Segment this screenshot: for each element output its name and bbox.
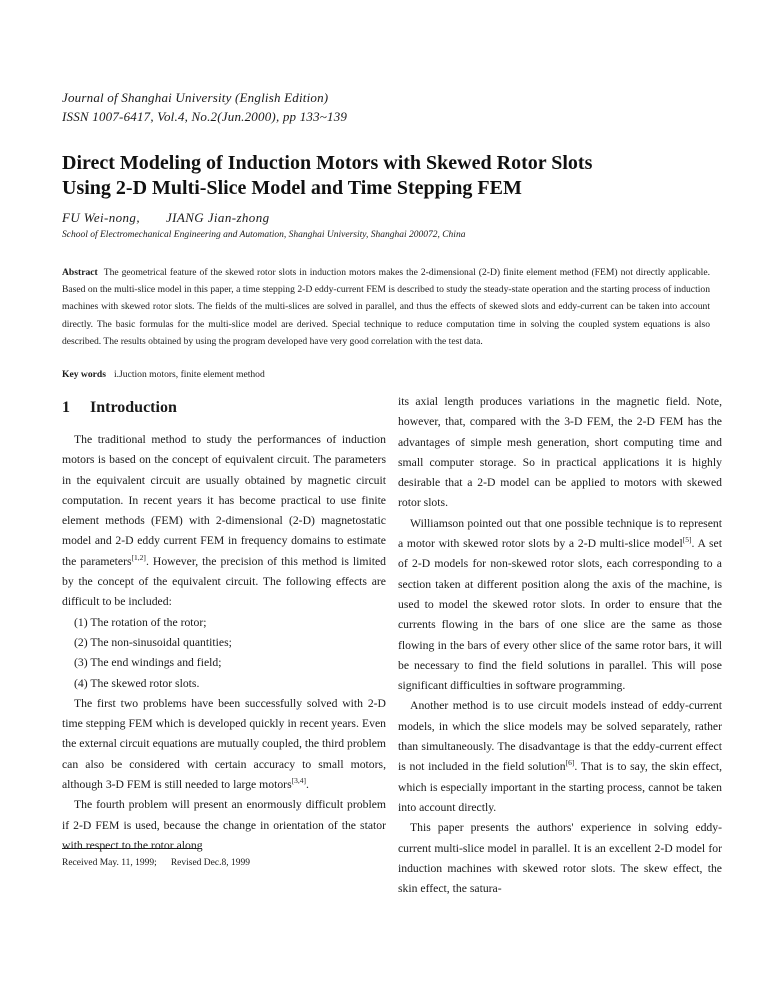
author-2: JIANG Jian-zhong <box>165 210 270 225</box>
paragraph: The first two problems have been successfully solved with 2-D time stepping FEM which is developed quickly in recent years. Even the external circuit equations are mutually coupled, the third problem can also be considered with certain accuracy to small motors, although 3-D FEM is still needed to large motors[3,4]. <box>62 696 386 792</box>
abstract-text: The geometrical feature of the skewed rotor slots in induction motors makes the 2-dimensional (2-D) finite element method (FEM) not directly applicable. Based on the multi-slice model in this paper, a time stepping 2-D eddy-current FEM is described to study the steady-state operation and the starting process of induction machines with skewed rotor slots. The fields of the multi-slices are solved in parallel, and thus the effects of skewed slots and eddy-current can be taken into account directly. The basic formulas for the multi-slice model are derived. Special technique to reduce computation time in solving the coupled system equations is also described. The results obtained by using the program developed have very good correlation with the test data. <box>62 267 710 347</box>
revised-date: Revised Dec.8, 1999 <box>170 858 250 868</box>
received-dates <box>62 858 250 868</box>
citation: [1,2] <box>131 552 146 562</box>
paper-title <box>62 151 722 201</box>
section-heading <box>62 398 386 420</box>
keywords <box>62 369 265 380</box>
abstract-label: Abstract <box>62 267 98 278</box>
received-date: Received May. 11, 1999; <box>62 858 157 868</box>
section-number: 1 <box>62 399 70 416</box>
citation: [5] <box>682 535 692 545</box>
keywords-label: Key words <box>62 369 106 380</box>
list-item: (4) The skewed rotor slots. <box>74 676 200 690</box>
right-column <box>398 392 722 899</box>
paragraph: The fourth problem will present an enormously difficult problem if 2-D FEM is used, because the change in orientation of the stator with respect to the rotor along <box>62 798 386 852</box>
author-1: FU Wei-nong, <box>62 210 140 225</box>
paragraph: This paper presents the authors' experience in solving eddy-current multi-slice model in parallel. It is an excellent 2-D model for induction machines with skewed rotor slots. The skew effect, the skin effect, the satura- <box>398 821 722 896</box>
paragraph: its axial length produces variations in the magnetic field. Note, however, that, compared with the 3-D FEM, the 2-D FEM has the advantages of simple mesh generation, short computing time and small computer storage. So in practical applications it is highly desirable that a 2-D model can be applied to motors with skewed rotor slots. <box>398 395 722 510</box>
left-column <box>62 392 386 856</box>
title-line-2: Using 2-D Multi-Slice Model and Time Stepping FEM <box>62 177 522 199</box>
paragraph: Another method is to use circuit models instead of eddy-current models, in which the slice models may be solved separately, rather than simultaneously. The disadvantage is that the eddy-current effect is not included in the field solution[6]. That is to say, the skin effect, which is especially important in the starting process, cannot be taken into account directly. <box>398 699 722 814</box>
journal-line: Journal of Shanghai University (English Edition) <box>62 90 329 105</box>
list-item: (1) The rotation of the rotor; <box>74 615 207 629</box>
citation: [6] <box>565 758 575 768</box>
journal-header <box>62 88 347 126</box>
paragraph: The traditional method to study the performances of induction motors is based on the concept of equivalent circuit. The parameters in the equivalent circuit are usually obtained by magnetic circuit computation. In recent years it has become practical to use finite element methods (FEM) with 2-dimensional (2-D) magnetostatic model and 2-D eddy current FEM in frequency domains to estimate the parameters[1,2]. However, the precision of this method is limited by the concept of the equivalent circuit. The following effects are difficult to be included: <box>62 433 386 609</box>
list-item: (3) The end windings and field; <box>74 656 222 670</box>
footnote-rule <box>62 848 202 849</box>
list-item: (2) The non-sinusoidal quantities; <box>74 635 232 649</box>
citation: [3,4] <box>291 776 306 786</box>
author-list <box>62 210 270 226</box>
paragraph: Williamson pointed out that one possible technique is to represent a motor with skewed rotor slots by a 2-D multi-slice model[5]. A set of 2-D models for non-skewed rotor slots, each corresponding to a section taken at different position along the axis of the machine, is used to model the skewed rotor slots. In order to ensure that the currents flowing in the bars of one slice are the same as those flowing in the bars of every other slice of the same rotor bars, it will be necessary to find the field solutions in parallel. This will pose significant difficulties in software programming. <box>398 516 722 693</box>
affiliation: School of Electromechanical Engineering and Automation, Shanghai University, Shanghai 200072, China <box>62 230 466 240</box>
abstract <box>62 264 710 350</box>
title-line-1: Direct Modeling of Induction Motors with Skewed Rotor Slots <box>62 152 593 174</box>
issn-line: ISSN 1007-6417, Vol.4, No.2(Jun.2000), pp 133~139 <box>62 109 348 124</box>
section-title: Introduction <box>90 399 177 416</box>
keywords-text: i.Juction motors, finite element method <box>113 369 265 380</box>
